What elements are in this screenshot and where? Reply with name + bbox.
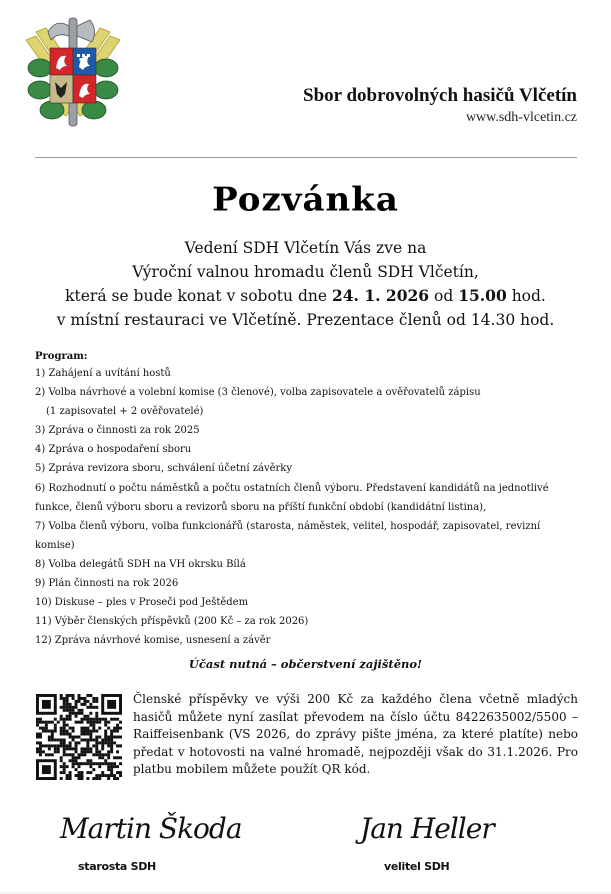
firefighter-emblem-icon bbox=[18, 10, 128, 130]
intro-line-1: Vedení SDH Vlčetín Vás zve na bbox=[184, 239, 427, 257]
signature-starosta: Martin Škoda bbox=[60, 812, 242, 845]
program-section bbox=[35, 350, 595, 650]
intro-line-3-suffix: hod. bbox=[511, 287, 546, 305]
program-heading: Program: bbox=[35, 351, 88, 362]
program-item: 12) Zpráva návrhové komise, usnesení a závěr bbox=[35, 635, 271, 647]
program-item: 1) Zahájení a uvítání hostů bbox=[35, 368, 171, 379]
website-link[interactable]: www.sdh-vlcetin.cz bbox=[465, 110, 577, 125]
program-item: 8) Volba delegátů SDH na VH okrsku Bílá bbox=[35, 558, 246, 570]
organization-name: Sbor dobrovolných hasičů Vlčetín bbox=[303, 85, 577, 106]
program-item: 4) Zpráva o hospodaření sboru bbox=[35, 444, 192, 456]
program-item: 7) Volba členů výboru, volba funkcionářů (starosta, náměstek, velitel, hospodář, zapisovatel, revizní bbox=[35, 520, 541, 532]
signature-role-starosta: starosta SDH bbox=[78, 860, 156, 873]
invitation-intro bbox=[0, 236, 611, 332]
program-item-continuation: komise) bbox=[35, 539, 75, 551]
program-item-continuation: funkce, členů výboru sboru a revizorů sboru na příští funkční období (kandidátní listina), bbox=[35, 501, 487, 513]
program-item: 10) Diskuse – ples v Proseči pod Ještědem bbox=[35, 597, 249, 609]
intro-line-4: v místní restauraci ve Vlčetíně. Prezentace členů od 14.30 hod. bbox=[56, 311, 555, 329]
payment-info: Členské příspěvky ve výši 200 Kč za každého člena včetně mladých hasičů můžete nyní zasílat převodem na číslo účtu 8422635002/5500 – Raiffeisenbank (VS 2026, do zprávy pište jména, za které platíte) nebo předat v hotovosti na valné hromadě, nejpozději však do 31.1.2026. Pro platbu mobilem můžete použít QR kód. bbox=[133, 692, 578, 777]
qr-code-icon[interactable] bbox=[36, 694, 122, 780]
page-title: Pozvánka bbox=[212, 181, 399, 219]
intro-line-3-mid: od bbox=[434, 287, 454, 305]
intro-line-3 bbox=[0, 284, 611, 308]
intro-line-3-prefix: která se bude konat v sobotu dne bbox=[65, 287, 328, 305]
meeting-date: 24. 1. 2026 bbox=[331, 286, 430, 305]
program-item-continuation: (1 zapisovatel + 2 ověřovatelé) bbox=[46, 406, 204, 418]
program-item: 11) Výběr členských příspěvků (200 Kč – za rok 2026) bbox=[35, 616, 309, 628]
intro-line-2: Výroční valnou hromadu členů SDH Vlčetín, bbox=[132, 263, 479, 281]
program-item: 2) Volba návrhové a volební komise (3 členové), volba zapisovatele a ověřovatelů zápisu bbox=[35, 387, 481, 399]
signature-velitel: Jan Heller bbox=[360, 812, 494, 845]
header-divider bbox=[35, 157, 577, 158]
meeting-time: 15.00 bbox=[458, 286, 507, 305]
attendance-notice: Účast nutná – občerstvení zajištěno! bbox=[188, 657, 423, 671]
program-item: 6) Rozhodnutí o počtu náměstků a počtu ostatních členů výboru. Představení kandidátů na jednotlivé bbox=[35, 482, 549, 494]
program-item: 3) Zpráva o činnosti za rok 2025 bbox=[35, 425, 200, 437]
signature-role-velitel: velitel SDH bbox=[384, 860, 450, 873]
program-item: 9) Plán činnosti na rok 2026 bbox=[35, 578, 179, 590]
program-item: 5) Zpráva revizora sboru, schválení účetní závěrky bbox=[35, 463, 293, 475]
